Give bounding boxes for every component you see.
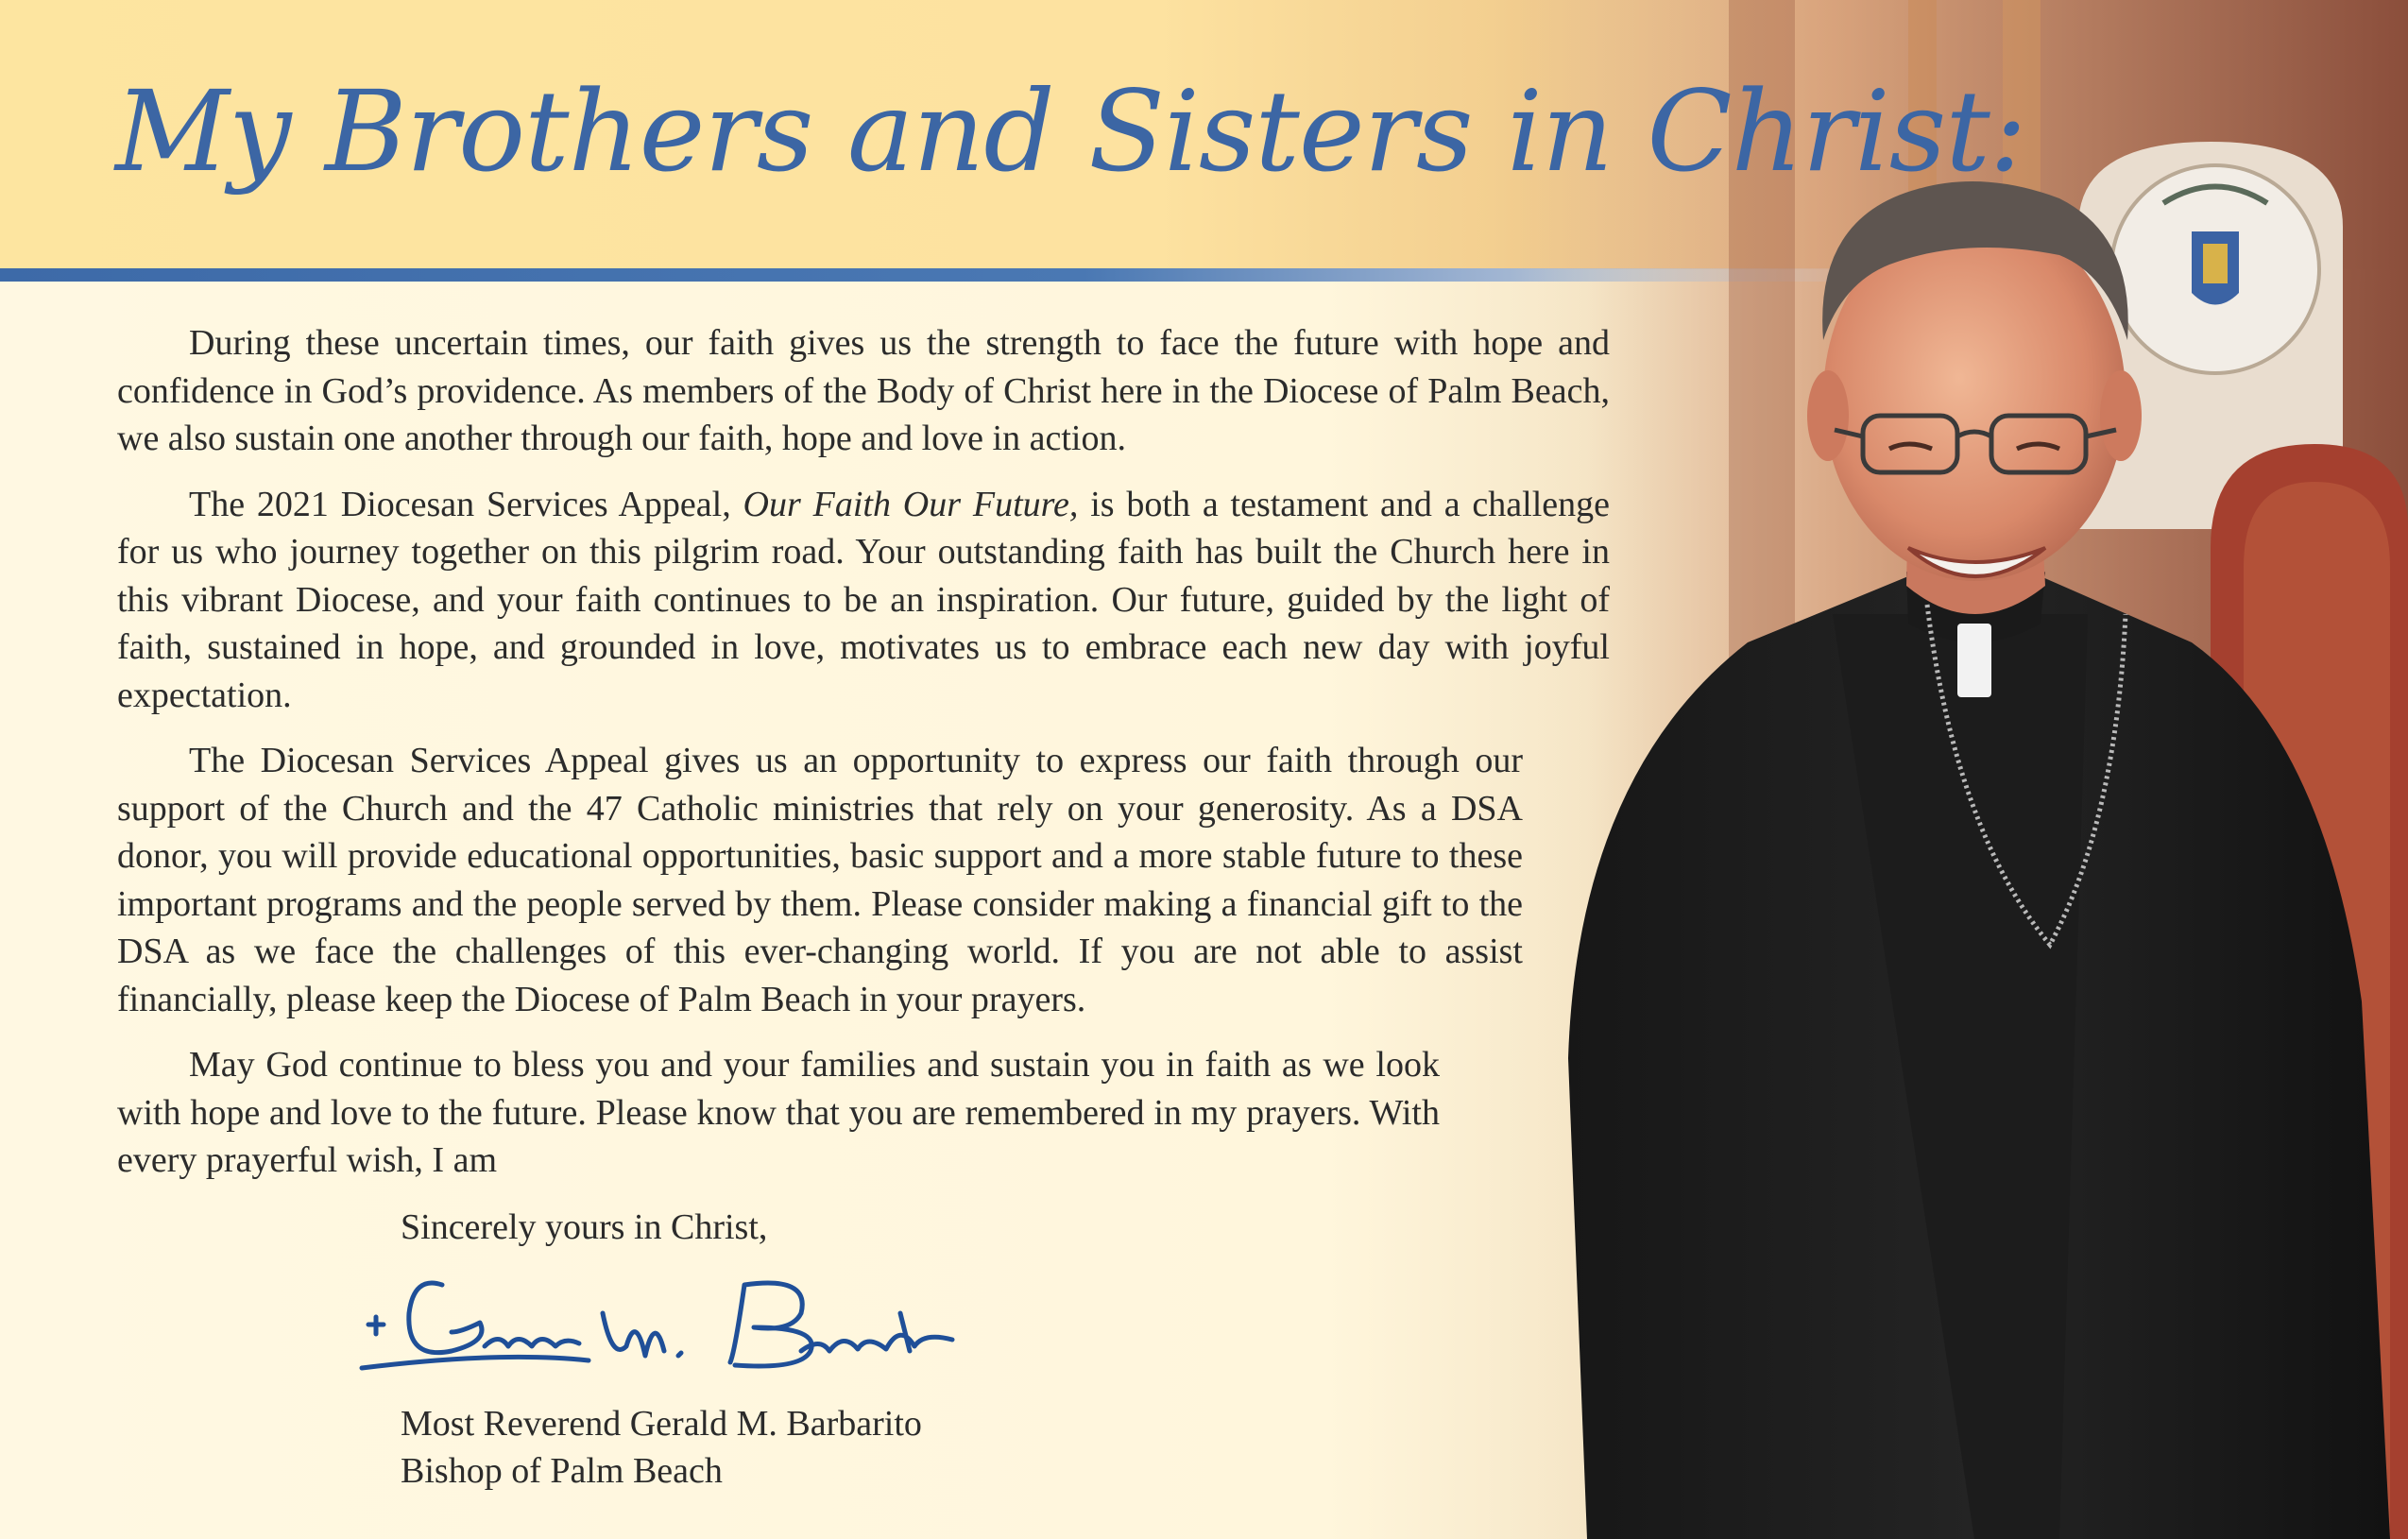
campaign-name: Our Faith Our Future, <box>743 484 1079 524</box>
letter-paragraph-2 <box>117 481 1610 720</box>
paragraph-2-lead: The 2021 Diocesan Services Appeal, <box>189 484 743 524</box>
page-title: My Brothers and Sisters in Christ: <box>115 66 2026 197</box>
signer-title: Bishop of Palm Beach <box>401 1451 723 1491</box>
handwritten-signature <box>357 1257 962 1389</box>
letter-paragraph-1: During these uncertain times, our faith gives us the strength to face the future with hope and confidence in God’s providence. As members of the Body of Christ here in the Diocese of Palm Beach, we also sustain one another through our faith, hope and love in action. <box>117 323 1610 458</box>
signer-name: Most Reverend Gerald M. Barbarito <box>401 1404 922 1444</box>
letter-paragraph-4: May God continue to bless you and your families and sustain you in faith as we look with hope and love to the future. Please know that you are remembered in my prayers. With every prayerful wish, I am <box>117 1045 1440 1180</box>
letter-paragraph-3: The Diocesan Services Appeal gives us an opportunity to express our faith through our support of the Church and the 47 Catholic ministries that rely on your generosity. As a DSA donor, you will provide educational opportunities, basic support and a more stable future to these important programs and the people served by them. Please consider making a financial gift to the DSA as we face the challenges of this ever-changing world. If you are not able to assist financially, please keep the Diocese of Palm Beach in your prayers. <box>117 741 1523 1019</box>
signer-block <box>401 1400 922 1495</box>
closing-salutation: Sincerely yours in Christ, <box>401 1207 768 1247</box>
letter-body <box>117 319 1610 1203</box>
paragraph-2-rest: is both a testament and a challenge for us who journey together on this pilgrim road. Your outstanding faith has built the Church here in this vibrant Diocese, and your faith continues to be an inspiration. Our future, guided by the light of faith, sustained in hope, and grounded in love, motivates us to embrace each new day with joyful expectation. <box>117 484 1610 715</box>
bishop-portrait <box>1511 0 2408 1539</box>
